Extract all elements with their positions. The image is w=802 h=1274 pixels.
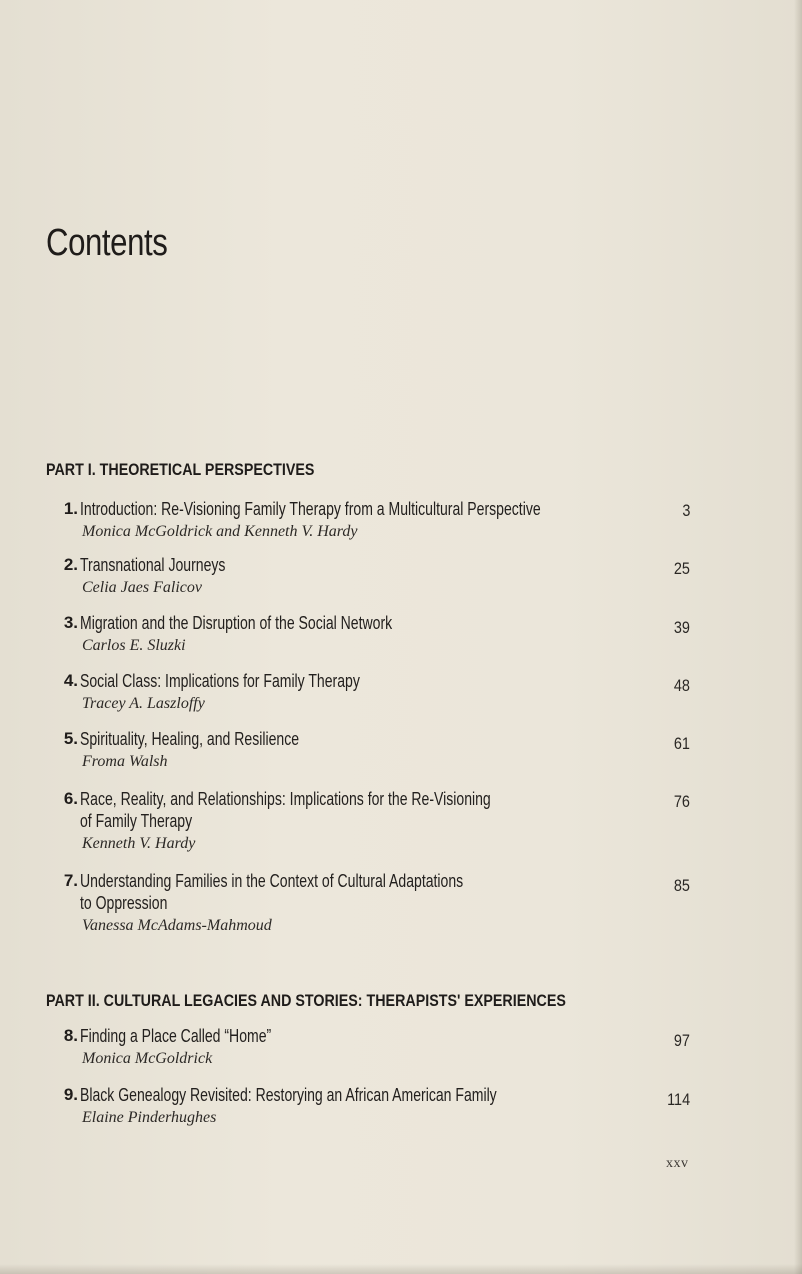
entry-page-number: 85 [673, 876, 690, 895]
entry-title: Finding a Place Called “Home” [80, 1026, 272, 1046]
entry-number: 8. [63, 1026, 78, 1045]
page-edge-shadow [794, 0, 802, 1274]
entry-page-number: 25 [673, 559, 690, 578]
entry-number: 7. [63, 871, 78, 890]
entry-number: 5. [63, 729, 78, 748]
entry-author: Carlos E. Sluzki [82, 637, 186, 654]
entry-title: Social Class: Implications for Family Therapy [80, 671, 360, 691]
folio-page-number: xxv [666, 1156, 689, 1171]
entry-page-number: 39 [673, 618, 690, 637]
entry-author: Elaine Pinderhughes [82, 1109, 217, 1126]
entry-page-number: 48 [673, 676, 690, 695]
entry-number: 9. [63, 1085, 78, 1104]
entry-page-number: 114 [666, 1090, 690, 1109]
entry-author: Monica McGoldrick [82, 1050, 213, 1067]
entry-author: Vanessa McAdams-Mahmoud [82, 917, 272, 934]
page-edge-shadow-bottom [0, 1264, 802, 1274]
entry-author: Froma Walsh [82, 753, 168, 770]
entry-page-number: 76 [673, 792, 690, 811]
entry-page-number: 61 [673, 734, 690, 753]
page-title: Contents [46, 222, 168, 264]
entry-title-line-1: Understanding Families in the Context of Cultural Adaptations [80, 871, 464, 891]
entry-number: 4. [63, 671, 78, 690]
entry-author: Celia Jaes Falicov [82, 579, 202, 596]
entry-title-line-2: to Oppression [80, 893, 168, 913]
part-heading-2: PART II. CULTURAL LEGACIES AND STORIES: THERAPISTS' EXPERIENCES [46, 991, 566, 1010]
entry-title: Migration and the Disruption of the Social Network [80, 613, 393, 633]
entry-page-number: 3 [681, 501, 690, 520]
entry-title-line-1: Race, Reality, and Relationships: Implications for the Re-Visioning [80, 789, 491, 809]
entry-number: 3. [63, 613, 78, 632]
entry-title-line-2: of Family Therapy [80, 811, 193, 831]
entry-page-number: 97 [673, 1031, 690, 1050]
entry-title: Transnational Journeys [80, 555, 226, 575]
entry-number: 6. [63, 789, 78, 808]
entry-number: 2. [63, 555, 78, 574]
entry-author: Kenneth V. Hardy [82, 835, 196, 852]
part-heading-1: PART I. THEORETICAL PERSPECTIVES [46, 460, 315, 479]
entry-title: Introduction: Re-Visioning Family Therapy from a Multicultural Perspective [80, 499, 541, 519]
entry-number: 1. [63, 499, 78, 518]
entry-title: Black Genealogy Revisited: Restorying an African American Family [80, 1085, 497, 1105]
entry-author: Monica McGoldrick and Kenneth V. Hardy [82, 523, 358, 540]
entry-title: Spirituality, Healing, and Resilience [80, 729, 300, 749]
entry-author: Tracey A. Laszloffy [82, 695, 205, 712]
